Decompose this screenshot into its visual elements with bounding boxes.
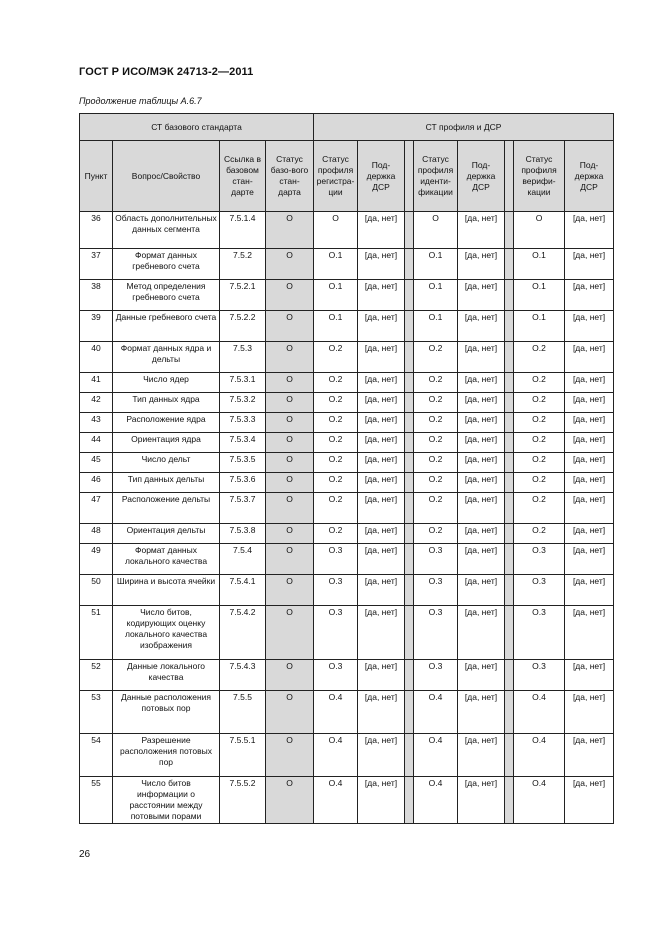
spacer-cell [505, 493, 514, 524]
cell-item: 48 [80, 524, 113, 544]
cell-id-sup: [да, нет] [458, 575, 505, 606]
cell-ver-sup: [да, нет] [565, 524, 614, 544]
cell-question: Формат данных ядра и дельты [113, 342, 220, 373]
cell-ref: 7.5.4.3 [220, 660, 266, 691]
cell-reg-sup: [да, нет] [358, 473, 405, 493]
cell-ver-sup: [да, нет] [565, 249, 614, 280]
spacer-cell [405, 493, 414, 524]
cell-base: О [266, 433, 314, 453]
cell-id: О.2 [414, 473, 458, 493]
col-ver-support: Под-держка ДСР [565, 141, 614, 212]
spacer-cell [405, 413, 414, 433]
cell-question: Тип данных дельты [113, 473, 220, 493]
cell-ref: 7.5.2.1 [220, 280, 266, 311]
table-row [80, 691, 614, 734]
cell-ver: О.2 [514, 342, 565, 373]
column-header-row [80, 141, 614, 212]
spacer-cell [405, 311, 414, 342]
spacer-cell [405, 691, 414, 734]
table-row [80, 575, 614, 606]
cell-id-sup: [да, нет] [458, 373, 505, 393]
group-header-profile: СТ профиля и ДСР [314, 114, 614, 141]
cell-reg-sup: [да, нет] [358, 660, 405, 691]
cell-item: 52 [80, 660, 113, 691]
spacer-cell [405, 433, 414, 453]
col-item: Пункт [80, 141, 113, 212]
cell-reg: О.3 [314, 606, 358, 660]
cell-id: О.1 [414, 280, 458, 311]
cell-question: Область дополнительных данных сегмента [113, 212, 220, 249]
spacer-cell [505, 413, 514, 433]
cell-reg: О.3 [314, 544, 358, 575]
cell-ref: 7.5.5 [220, 691, 266, 734]
cell-reg-sup: [да, нет] [358, 373, 405, 393]
cell-ver: О.2 [514, 373, 565, 393]
col-reg-support: Под-держка ДСР [358, 141, 405, 212]
cell-reg-sup: [да, нет] [358, 691, 405, 734]
spacer-cell [505, 453, 514, 473]
spacer-cell [405, 342, 414, 373]
table-row [80, 280, 614, 311]
cell-question: Разрешение расположения потовых пор [113, 734, 220, 777]
cell-item: 41 [80, 373, 113, 393]
cell-reg: О.4 [314, 691, 358, 734]
cell-ver-sup: [да, нет] [565, 473, 614, 493]
cell-item: 55 [80, 777, 113, 824]
cell-base: О [266, 311, 314, 342]
cell-ver-sup: [да, нет] [565, 342, 614, 373]
cell-item: 49 [80, 544, 113, 575]
table-row [80, 212, 614, 249]
cell-ref: 7.5.2 [220, 249, 266, 280]
spacer-cell [405, 575, 414, 606]
cell-reg: О [314, 212, 358, 249]
cell-ver: О.4 [514, 691, 565, 734]
cell-reg: О.2 [314, 393, 358, 413]
cell-item: 45 [80, 453, 113, 473]
cell-id: О.1 [414, 311, 458, 342]
cell-ver: О.4 [514, 777, 565, 824]
table-row [80, 606, 614, 660]
cell-ver-sup: [да, нет] [565, 311, 614, 342]
cell-id: О.3 [414, 606, 458, 660]
cell-id-sup: [да, нет] [458, 691, 505, 734]
cell-id-sup: [да, нет] [458, 453, 505, 473]
spacer-cell [405, 212, 414, 249]
spacer-cell [405, 544, 414, 575]
cell-id-sup: [да, нет] [458, 249, 505, 280]
cell-base: О [266, 373, 314, 393]
cell-question: Ориентация дельты [113, 524, 220, 544]
spacer-cell [405, 280, 414, 311]
cell-base: О [266, 212, 314, 249]
cell-id-sup: [да, нет] [458, 311, 505, 342]
cell-id: О.3 [414, 575, 458, 606]
spacer-cell [405, 777, 414, 824]
cell-ver-sup: [да, нет] [565, 734, 614, 777]
cell-id: О.2 [414, 493, 458, 524]
cell-id: О.2 [414, 393, 458, 413]
cell-ref: 7.5.3.6 [220, 473, 266, 493]
spacer-cell [505, 575, 514, 606]
cell-question: Расположение ядра [113, 413, 220, 433]
cell-question: Формат данных гребневого счета [113, 249, 220, 280]
cell-item: 50 [80, 575, 113, 606]
cell-id: О.3 [414, 660, 458, 691]
cell-ver: О.1 [514, 311, 565, 342]
cell-ver: О.1 [514, 280, 565, 311]
cell-ver: О.2 [514, 413, 565, 433]
cell-question: Метод определения гребневого счета [113, 280, 220, 311]
col-ver-status: Статус профиля верифи-кации [514, 141, 565, 212]
cell-id-sup: [да, нет] [458, 280, 505, 311]
spacer-cell [405, 660, 414, 691]
cell-reg-sup: [да, нет] [358, 311, 405, 342]
spacer-cell [505, 691, 514, 734]
cell-reg: О.2 [314, 524, 358, 544]
cell-ver: О [514, 212, 565, 249]
cell-item: 44 [80, 433, 113, 453]
cell-reg-sup: [да, нет] [358, 393, 405, 413]
cell-ver-sup: [да, нет] [565, 544, 614, 575]
cell-ver-sup: [да, нет] [565, 413, 614, 433]
cell-reg: О.1 [314, 249, 358, 280]
cell-id-sup: [да, нет] [458, 493, 505, 524]
cell-ver: О.3 [514, 575, 565, 606]
cell-question: Ориентация ядра [113, 433, 220, 453]
cell-id: О.4 [414, 691, 458, 734]
cell-base: О [266, 734, 314, 777]
cell-item: 38 [80, 280, 113, 311]
spacer-col [405, 141, 414, 212]
cell-id-sup: [да, нет] [458, 473, 505, 493]
spacer-cell [505, 734, 514, 777]
cell-base: О [266, 249, 314, 280]
cell-item: 54 [80, 734, 113, 777]
cell-ver-sup: [да, нет] [565, 280, 614, 311]
cell-reg-sup: [да, нет] [358, 493, 405, 524]
spacer-cell [405, 524, 414, 544]
cell-reg-sup: [да, нет] [358, 212, 405, 249]
cell-question: Формат данных локального качества [113, 544, 220, 575]
cell-ref: 7.5.3.8 [220, 524, 266, 544]
spacer-cell [505, 473, 514, 493]
col-id-support: Под-держка ДСР [458, 141, 505, 212]
cell-ref: 7.5.4.2 [220, 606, 266, 660]
table-row [80, 473, 614, 493]
cell-base: О [266, 453, 314, 473]
cell-id: О [414, 212, 458, 249]
cell-reg-sup: [да, нет] [358, 575, 405, 606]
table-row [80, 311, 614, 342]
cell-ver-sup: [да, нет] [565, 453, 614, 473]
cell-item: 40 [80, 342, 113, 373]
cell-ver: О.4 [514, 734, 565, 777]
cell-item: 51 [80, 606, 113, 660]
cell-item: 43 [80, 413, 113, 433]
spacer-cell [405, 734, 414, 777]
col-reg-status: Статус профиля регистра-ции [314, 141, 358, 212]
cell-ver: О.3 [514, 544, 565, 575]
cell-reg-sup: [да, нет] [358, 453, 405, 473]
cell-ref: 7.5.1.4 [220, 212, 266, 249]
cell-ref: 7.5.3.1 [220, 373, 266, 393]
cell-item: 42 [80, 393, 113, 413]
document-title: ГОСТ Р ИСО/МЭК 24713-2—2011 [79, 66, 254, 78]
cell-base: О [266, 280, 314, 311]
cell-reg: О.2 [314, 453, 358, 473]
group-header-base: СТ базового стандарта [80, 114, 314, 141]
cell-ref: 7.5.3.4 [220, 433, 266, 453]
cell-id: О.2 [414, 342, 458, 373]
spacer-cell [405, 393, 414, 413]
cell-base: О [266, 473, 314, 493]
cell-ver: О.2 [514, 493, 565, 524]
cell-ref: 7.5.3.2 [220, 393, 266, 413]
cell-ref: 7.5.4.1 [220, 575, 266, 606]
cell-id-sup: [да, нет] [458, 342, 505, 373]
cell-id: О.2 [414, 413, 458, 433]
spacer-cell [505, 524, 514, 544]
col-question: Вопрос/Свойство [113, 141, 220, 212]
table-row [80, 393, 614, 413]
profile-table [79, 113, 614, 824]
spacer-cell [505, 342, 514, 373]
cell-base: О [266, 691, 314, 734]
table-row [80, 544, 614, 575]
col-ref: Ссылка в базовом стан-дарте [220, 141, 266, 212]
cell-reg-sup: [да, нет] [358, 544, 405, 575]
cell-reg: О.4 [314, 777, 358, 824]
cell-ver-sup: [да, нет] [565, 606, 614, 660]
cell-ver: О.2 [514, 433, 565, 453]
spacer-cell [505, 544, 514, 575]
cell-reg: О.1 [314, 311, 358, 342]
table-row [80, 249, 614, 280]
cell-ver-sup: [да, нет] [565, 212, 614, 249]
cell-question: Число дельт [113, 453, 220, 473]
spacer-cell [505, 393, 514, 413]
cell-reg: О.2 [314, 413, 358, 433]
table-row [80, 433, 614, 453]
cell-id: О.4 [414, 734, 458, 777]
cell-ver-sup: [да, нет] [565, 373, 614, 393]
cell-ver: О.2 [514, 524, 565, 544]
cell-ver-sup: [да, нет] [565, 691, 614, 734]
page-number: 26 [79, 849, 91, 860]
cell-reg-sup: [да, нет] [358, 280, 405, 311]
cell-reg: О.2 [314, 433, 358, 453]
cell-reg-sup: [да, нет] [358, 413, 405, 433]
cell-ver: О.2 [514, 453, 565, 473]
cell-ver: О.2 [514, 473, 565, 493]
group-header-row [80, 114, 614, 141]
cell-question: Данные расположения потовых пор [113, 691, 220, 734]
spacer-cell [505, 212, 514, 249]
cell-ver: О.3 [514, 660, 565, 691]
cell-ref: 7.5.5.2 [220, 777, 266, 824]
cell-base: О [266, 393, 314, 413]
cell-item: 47 [80, 493, 113, 524]
cell-id: О.2 [414, 524, 458, 544]
cell-ver-sup: [да, нет] [565, 393, 614, 413]
cell-ver-sup: [да, нет] [565, 660, 614, 691]
cell-id: О.2 [414, 433, 458, 453]
table-row [80, 453, 614, 473]
cell-reg-sup: [да, нет] [358, 606, 405, 660]
spacer-cell [505, 433, 514, 453]
cell-question: Расположение дельты [113, 493, 220, 524]
spacer-cell [405, 606, 414, 660]
cell-item: 36 [80, 212, 113, 249]
cell-id: О.1 [414, 249, 458, 280]
cell-id-sup: [да, нет] [458, 606, 505, 660]
cell-id-sup: [да, нет] [458, 212, 505, 249]
cell-reg: О.1 [314, 280, 358, 311]
cell-base: О [266, 413, 314, 433]
cell-reg: О.2 [314, 373, 358, 393]
cell-reg-sup: [да, нет] [358, 524, 405, 544]
cell-ref: 7.5.3.7 [220, 493, 266, 524]
cell-base: О [266, 524, 314, 544]
spacer-cell [505, 777, 514, 824]
table-row [80, 660, 614, 691]
cell-ver: О.2 [514, 393, 565, 413]
cell-base: О [266, 660, 314, 691]
cell-reg-sup: [да, нет] [358, 249, 405, 280]
spacer-cell [505, 280, 514, 311]
cell-id-sup: [да, нет] [458, 777, 505, 824]
spacer-cell [505, 249, 514, 280]
cell-reg-sup: [да, нет] [358, 734, 405, 777]
col-id-status: Статус профиля иденти-фикации [414, 141, 458, 212]
table-row [80, 524, 614, 544]
cell-base: О [266, 575, 314, 606]
cell-reg-sup: [да, нет] [358, 777, 405, 824]
cell-base: О [266, 777, 314, 824]
cell-reg-sup: [да, нет] [358, 342, 405, 373]
spacer-cell [505, 373, 514, 393]
spacer-cell [505, 660, 514, 691]
col-base-status: Статус базо-вого стан-дарта [266, 141, 314, 212]
cell-id-sup: [да, нет] [458, 413, 505, 433]
cell-id: О.2 [414, 453, 458, 473]
cell-question: Число битов информации о расстоянии между потовыми порами [113, 777, 220, 824]
spacer-cell [405, 473, 414, 493]
cell-item: 53 [80, 691, 113, 734]
cell-question: Тип данных ядра [113, 393, 220, 413]
spacer-cell [405, 373, 414, 393]
cell-question: Число ядер [113, 373, 220, 393]
spacer-cell [505, 606, 514, 660]
cell-ref: 7.5.2.2 [220, 311, 266, 342]
cell-id-sup: [да, нет] [458, 393, 505, 413]
cell-reg: О.3 [314, 575, 358, 606]
cell-reg: О.2 [314, 493, 358, 524]
cell-base: О [266, 544, 314, 575]
cell-question: Ширина и высота ячейки [113, 575, 220, 606]
table-row [80, 734, 614, 777]
table-caption: Продолжение таблицы А.6.7 [79, 96, 202, 106]
cell-id-sup: [да, нет] [458, 433, 505, 453]
cell-ver-sup: [да, нет] [565, 777, 614, 824]
cell-ref: 7.5.4 [220, 544, 266, 575]
spacer-cell [405, 453, 414, 473]
cell-question: Данные гребневого счета [113, 311, 220, 342]
cell-base: О [266, 342, 314, 373]
cell-id-sup: [да, нет] [458, 734, 505, 777]
cell-reg: О.3 [314, 660, 358, 691]
cell-ver-sup: [да, нет] [565, 575, 614, 606]
cell-ver-sup: [да, нет] [565, 433, 614, 453]
table-row [80, 777, 614, 824]
cell-item: 39 [80, 311, 113, 342]
cell-base: О [266, 606, 314, 660]
cell-ref: 7.5.5.1 [220, 734, 266, 777]
cell-ver: О.3 [514, 606, 565, 660]
cell-ref: 7.5.3.5 [220, 453, 266, 473]
spacer-col [505, 141, 514, 212]
table-row [80, 373, 614, 393]
cell-ver: О.1 [514, 249, 565, 280]
cell-reg: О.2 [314, 473, 358, 493]
cell-id: О.2 [414, 373, 458, 393]
cell-id-sup: [да, нет] [458, 524, 505, 544]
cell-id-sup: [да, нет] [458, 544, 505, 575]
cell-ver-sup: [да, нет] [565, 493, 614, 524]
cell-id-sup: [да, нет] [458, 660, 505, 691]
cell-reg-sup: [да, нет] [358, 433, 405, 453]
cell-ref: 7.5.3.3 [220, 413, 266, 433]
spacer-cell [505, 311, 514, 342]
spacer-cell [405, 249, 414, 280]
cell-id: О.4 [414, 777, 458, 824]
cell-base: О [266, 493, 314, 524]
cell-reg: О.2 [314, 342, 358, 373]
cell-item: 46 [80, 473, 113, 493]
table-row [80, 413, 614, 433]
cell-question: Число битов, кодирующих оценку локального качества изображения [113, 606, 220, 660]
cell-question: Данные локального качества [113, 660, 220, 691]
table-row [80, 342, 614, 373]
cell-id: О.3 [414, 544, 458, 575]
cell-item: 37 [80, 249, 113, 280]
cell-ref: 7.5.3 [220, 342, 266, 373]
cell-reg: О.4 [314, 734, 358, 777]
table-row [80, 493, 614, 524]
